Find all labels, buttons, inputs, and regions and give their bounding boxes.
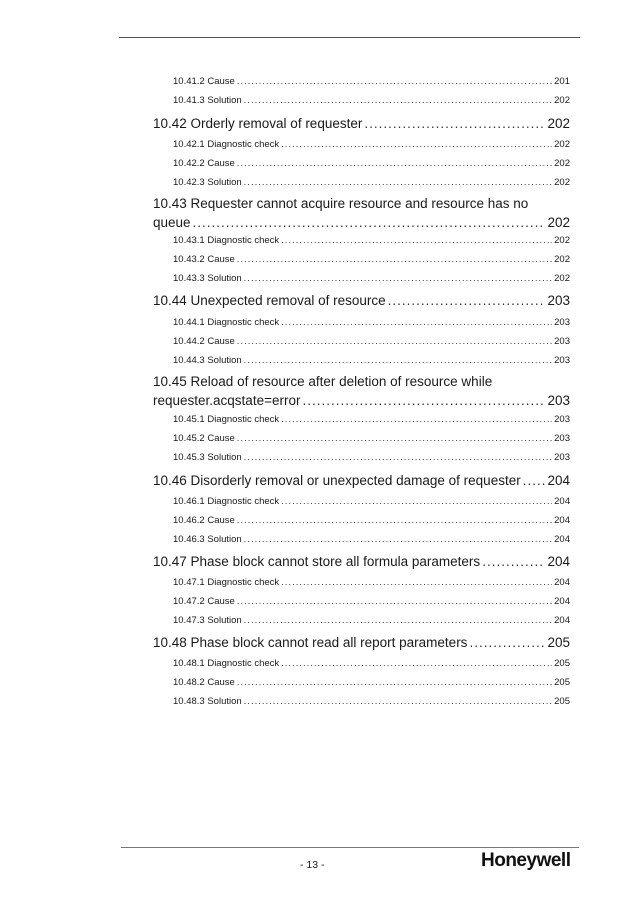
toc-leader-dots (244, 273, 552, 284)
toc-entry-label: 10.46.1 Diagnostic check (173, 496, 280, 507)
toc-leader-dots (237, 254, 552, 265)
toc-entry-label: 10.43.3 Solution (173, 273, 242, 284)
toc-entry-label: 10.48.3 Solution (173, 696, 242, 707)
toc-leader-dots (244, 696, 552, 707)
toc-entry-label: 10.45.2 Cause (173, 433, 235, 444)
toc-page-number: 205 (547, 635, 570, 650)
toc-subsection-entry[interactable] (173, 355, 570, 368)
toc-leader-dots (281, 658, 552, 669)
toc-page-number: 202 (554, 158, 570, 169)
toc-subsection-entry[interactable] (173, 696, 570, 709)
toc-entry-label: 10.48.1 Diagnostic check (173, 658, 280, 669)
toc-leader-dots (237, 515, 552, 526)
toc-page-number: 201 (554, 76, 570, 87)
toc-subsection-entry[interactable] (173, 254, 570, 267)
toc-subsection-entry[interactable] (173, 496, 570, 509)
toc-page-number: 202 (547, 215, 570, 230)
toc-entry-label: 10.48 Phase block cannot read all report parameters (153, 635, 468, 650)
toc-subsection-entry[interactable] (173, 534, 570, 547)
toc-entry-label: 10.43.1 Diagnostic check (173, 235, 280, 246)
toc-page-number: 203 (554, 336, 570, 347)
toc-page-number: 203 (554, 355, 570, 366)
toc-page-number: 202 (554, 273, 570, 284)
toc-page-number: 203 (547, 393, 570, 408)
toc-leader-dots (244, 452, 552, 463)
toc-leader-dots (237, 596, 552, 607)
toc-entry-label: 10.45.3 Solution (173, 452, 242, 463)
toc-section-entry[interactable] (153, 116, 570, 134)
toc-page-number: 202 (554, 254, 570, 265)
toc-entry-label: 10.46 Disorderly removal or unexpected damage of requester (153, 473, 521, 488)
toc-entry-label: 10.47.1 Diagnostic check (173, 577, 280, 588)
toc-subsection-entry[interactable] (173, 452, 570, 465)
toc-subsection-entry[interactable] (173, 596, 570, 609)
toc-heading-line[interactable]: 10.45 Reload of resource after deletion of resource while (153, 374, 493, 389)
toc-entry-label: queue (153, 215, 191, 230)
toc-subsection-entry[interactable] (173, 95, 570, 108)
toc-subsection-entry[interactable] (173, 177, 570, 190)
toc-subsection-entry[interactable] (173, 433, 570, 446)
toc-leader-dots (237, 158, 552, 169)
toc-section-entry[interactable] (153, 393, 570, 411)
toc-section-entry[interactable] (153, 293, 570, 311)
toc-subsection-entry[interactable] (173, 235, 570, 248)
toc-subsection-entry[interactable] (173, 515, 570, 528)
toc-entry-label: 10.44 Unexpected removal of resource (153, 293, 386, 308)
toc-subsection-entry[interactable] (173, 677, 570, 690)
toc-entry-label: 10.47 Phase block cannot store all formula parameters (153, 554, 481, 569)
toc-section-entry[interactable] (153, 473, 570, 491)
toc-leader-dots (469, 635, 545, 650)
toc-leader-dots (193, 215, 546, 230)
toc-entry-label: 10.44.2 Cause (173, 336, 235, 347)
toc-leader-dots (237, 76, 552, 87)
toc-entry-label: 10.41.3 Solution (173, 95, 242, 106)
footer-rule (121, 847, 579, 848)
toc-page-number: 205 (554, 696, 570, 707)
toc-entry-label: 10.45.1 Diagnostic check (173, 414, 280, 425)
toc-leader-dots (244, 95, 552, 106)
toc-subsection-entry[interactable] (173, 658, 570, 671)
toc-leader-dots (244, 534, 552, 545)
toc-leader-dots (281, 235, 552, 246)
toc-page-number: 204 (554, 596, 570, 607)
toc-page-number: 202 (554, 235, 570, 246)
toc-entry-label: 10.42.1 Diagnostic check (173, 139, 280, 150)
honeywell-logo: Honeywell (481, 850, 571, 871)
toc-entry-label: 10.46.3 Solution (173, 534, 242, 545)
toc-leader-dots (244, 177, 552, 188)
toc-subsection-entry[interactable] (173, 577, 570, 590)
toc-leader-dots (281, 414, 552, 425)
toc-page-number: 204 (554, 577, 570, 588)
toc-subsection-entry[interactable] (173, 615, 570, 628)
toc-leader-dots (244, 615, 552, 626)
toc-page-number: 202 (547, 116, 570, 131)
toc-leader-dots (281, 496, 552, 507)
toc-entry-label: 10.44.1 Diagnostic check (173, 317, 280, 328)
toc-page-number: 205 (554, 677, 570, 688)
toc-subsection-entry[interactable] (173, 158, 570, 171)
toc-leader-dots (237, 336, 552, 347)
toc-subsection-entry[interactable] (173, 76, 570, 89)
toc-section-entry[interactable] (153, 215, 570, 233)
toc-page-number: 204 (554, 534, 570, 545)
toc-page-number: 205 (554, 658, 570, 669)
toc-page-number: 203 (554, 414, 570, 425)
toc-entry-label: 10.47.2 Cause (173, 596, 235, 607)
page-number: - 13 - (300, 859, 325, 871)
toc-entry-label: 10.46.2 Cause (173, 515, 235, 526)
toc-entry-label: 10.42 Orderly removal of requester (153, 116, 363, 131)
toc-page-number: 202 (554, 139, 570, 150)
toc-entry-label: 10.44.3 Solution (173, 355, 242, 366)
toc-subsection-entry[interactable] (173, 317, 570, 330)
toc-page-number: 204 (554, 496, 570, 507)
toc-leader-dots (523, 473, 546, 488)
toc-subsection-entry[interactable] (173, 139, 570, 152)
toc-entry-label: 10.48.2 Cause (173, 677, 235, 688)
toc-leader-dots (281, 577, 552, 588)
header-rule (119, 37, 580, 38)
toc-page-number: 204 (554, 515, 570, 526)
toc-subsection-entry[interactable] (173, 273, 570, 286)
toc-leader-dots (244, 355, 552, 366)
toc-entry-label: 10.42.2 Cause (173, 158, 235, 169)
toc-leader-dots (302, 393, 545, 408)
toc-entry-label: 10.41.2 Cause (173, 76, 235, 87)
toc-page-number: 204 (554, 615, 570, 626)
toc-page-number: 204 (547, 473, 570, 488)
toc-leader-dots (281, 317, 552, 328)
toc-leader-dots (364, 116, 545, 131)
toc-subsection-entry[interactable] (173, 336, 570, 349)
toc-entry-label: 10.47.3 Solution (173, 615, 242, 626)
toc-page-number: 203 (547, 293, 570, 308)
toc-subsection-entry[interactable] (173, 414, 570, 427)
toc-section-entry[interactable] (153, 554, 570, 572)
toc-page-number: 203 (554, 317, 570, 328)
toc-leader-dots (388, 293, 546, 308)
toc-entry-label: 10.43.2 Cause (173, 254, 235, 265)
toc-page-number: 203 (554, 433, 570, 444)
toc-page-number: 202 (554, 177, 570, 188)
toc-leader-dots (237, 433, 552, 444)
toc-entry-label: 10.42.3 Solution (173, 177, 242, 188)
toc-leader-dots (482, 554, 545, 569)
toc-heading-line[interactable]: 10.43 Requester cannot acquire resource and resource has no (153, 196, 529, 211)
toc-page-number: 202 (554, 95, 570, 106)
toc-section-entry[interactable] (153, 635, 570, 653)
toc-entry-label: requester.acqstate=error (153, 393, 301, 408)
toc-leader-dots (237, 677, 552, 688)
toc-leader-dots (281, 139, 552, 150)
toc-page-number: 203 (554, 452, 570, 463)
toc-page-number: 204 (547, 554, 570, 569)
